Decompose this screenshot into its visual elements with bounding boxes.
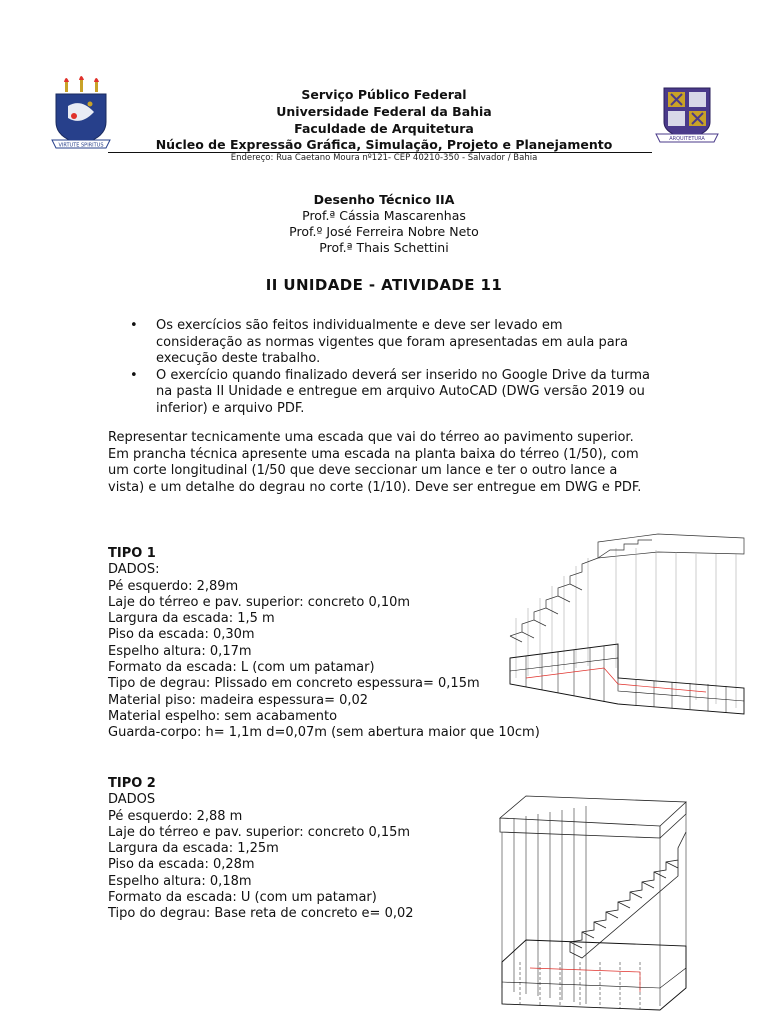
instruction-item: • Os exercícios são feitos individualmente e deve ser levado em consideração as normas vigentes que foram apresentadas em aula para execução deste trabalho. bbox=[130, 318, 650, 368]
right-logo-banner-text: ARQUITETURA bbox=[669, 136, 705, 142]
tipo2-item: Laje do térreo e pav. superior: concreto 0,15m bbox=[108, 824, 411, 840]
tipo1-item: Piso da escada: 0,30m bbox=[108, 627, 255, 643]
tipo1-l-stair-drawing bbox=[506, 528, 764, 718]
header-line-1: Serviço Público Federal bbox=[301, 87, 467, 102]
tipo1-item: Largura da escada: 1,5 m bbox=[108, 611, 275, 627]
header-line-2: Universidade Federal da Bahia bbox=[276, 104, 492, 119]
tipo2-subtitle: DADOS bbox=[108, 792, 156, 808]
tipo1-item: Material espelho: sem acabamento bbox=[108, 708, 338, 724]
tipo1-section bbox=[108, 546, 540, 742]
tipo1-item: Laje do térreo e pav. superior: concreto 0,10m bbox=[108, 594, 411, 610]
tipo2-section bbox=[108, 776, 414, 923]
tipo1-item: Pé esquerdo: 2,89m bbox=[108, 578, 239, 594]
task-description: Representar tecnicamente uma escada que vai do térreo ao pavimento superior. Em prancha técnica apresente uma escada na planta baixa do térreo (1/50), com um corte longitudinal (1/50 que deve seccionar um lance e ter o outro lance a vista) e um detalhe do degrau no corte (1/10). Deve ser entregue em DWG e PDF. bbox=[108, 430, 642, 495]
header-address: Endereço: Rua Caetano Moura nº121- CEP 40210-350 - Salvador / Bahia bbox=[230, 153, 538, 163]
professor-1: Prof.ª Cássia Mascarenhas bbox=[302, 208, 466, 223]
unit-title: II UNIDADE - ATIVIDADE 11 bbox=[265, 276, 503, 294]
tipo1-subtitle: DADOS: bbox=[108, 562, 160, 578]
tipo2-item: Formato da escada: U (com um patamar) bbox=[108, 890, 377, 906]
tipo2-item: Espelho altura: 0,18m bbox=[108, 873, 252, 889]
header-line-4: Núcleo de Expressão Gráfica, Simulação, Projeto e Planejamento bbox=[155, 137, 613, 152]
tipo1-title: TIPO 1 bbox=[108, 546, 156, 561]
tipo2-item: Largura da escada: 1,25m bbox=[108, 841, 279, 857]
tipo2-u-stair-drawing bbox=[490, 792, 690, 1016]
tipo1-item: Tipo de degrau: Plissado em concreto espessura= 0,15m bbox=[108, 676, 480, 692]
tipo1-item: Espelho altura: 0,17m bbox=[108, 643, 252, 659]
tipo2-item: Tipo do degrau: Base reta de concreto e= 0,02 bbox=[108, 906, 414, 922]
header-line-3: Faculdade de Arquitetura bbox=[294, 121, 474, 136]
course-title: Desenho Técnico IIA bbox=[313, 192, 455, 207]
left-logo-banner-text: VIRTUTE SPIRITUS bbox=[58, 142, 104, 149]
tipo1-item: Material piso: madeira espessura= 0,02 bbox=[108, 692, 369, 708]
tipo2-item: Piso da escada: 0,28m bbox=[108, 857, 255, 873]
tipo2-item: Pé esquerdo: 2,88 m bbox=[108, 808, 243, 824]
tipo2-title: TIPO 2 bbox=[108, 776, 156, 791]
professor-2: Prof.º José Ferreira Nobre Neto bbox=[289, 224, 479, 239]
professor-3: Prof.ª Thais Schettini bbox=[319, 240, 449, 255]
instructions-list bbox=[130, 318, 650, 417]
instruction-item: • O exercício quando finalizado deverá ser inserido no Google Drive da turma na pasta II Unidade e entregue em arquivo AutoCAD (DWG versão 2019 ou inferior) e arquivo PDF. bbox=[130, 368, 650, 418]
tipo1-item: Formato da escada: L (com um patamar) bbox=[108, 660, 375, 676]
tipo1-item: Guarda-corpo: h= 1,1m d=0,07m (sem abertura maior que 10cm) bbox=[108, 725, 540, 741]
